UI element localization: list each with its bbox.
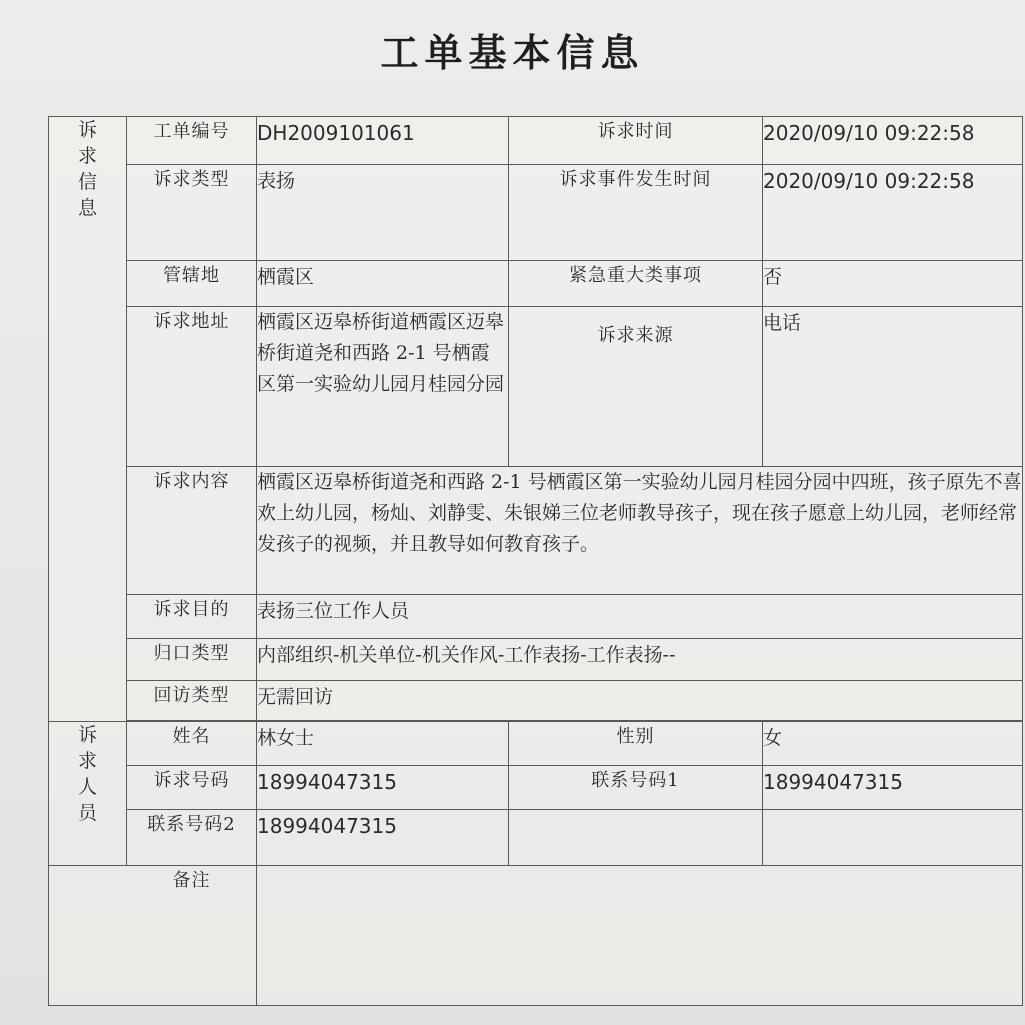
phone-value: 18994047315 — [257, 766, 509, 810]
section-person-info: 诉求人员 — [49, 722, 127, 866]
contact2-value: 18994047315 — [257, 810, 509, 866]
contact2-label: 联系号码2 — [127, 810, 257, 866]
section-complaint-info: 诉求信息 — [49, 117, 127, 722]
purpose-value: 表扬三位工作人员 — [257, 595, 1023, 639]
gender-value: 女 — [763, 722, 1023, 766]
event-time-label: 诉求事件发生时间 — [509, 165, 763, 261]
order-no-value: DH2009101061 — [257, 117, 509, 165]
empty-cell-a — [509, 810, 763, 866]
purpose-label: 诉求目的 — [127, 595, 257, 639]
event-time-value: 2020/09/10 09:22:58 — [763, 165, 1023, 261]
request-time-value: 2020/09/10 09:22:58 — [763, 117, 1023, 165]
category-label: 归口类型 — [127, 639, 257, 681]
phone-label: 诉求号码 — [127, 766, 257, 810]
order-no-label: 工单编号 — [127, 117, 257, 165]
remarks-label: 备注 — [49, 866, 257, 1006]
content-label: 诉求内容 — [127, 467, 257, 595]
empty-cell-b — [763, 810, 1023, 866]
category-value: 内部组织-机关单位-机关作风-工作表扬-工作表扬-- — [257, 639, 1023, 681]
request-time-label: 诉求时间 — [509, 117, 763, 165]
request-type-value: 表扬 — [257, 165, 509, 261]
jurisdiction-value: 栖霞区 — [257, 261, 509, 307]
urgent-label: 紧急重大类事项 — [509, 261, 763, 307]
address-value: 栖霞区迈皋桥街道栖霞区迈皋桥街道尧和西路 2-1 号栖霞区第一实验幼儿园月桂园分园 — [257, 307, 509, 467]
page-title: 工单基本信息 — [380, 30, 645, 75]
source-value: 电话 — [763, 307, 1023, 467]
request-type-label: 诉求类型 — [127, 165, 257, 261]
contact1-label: 联系号码1 — [509, 766, 763, 810]
contact1-value: 18994047315 — [763, 766, 1023, 810]
urgent-value: 否 — [763, 261, 1023, 307]
content-value: 栖霞区迈皋桥街道尧和西路 2-1 号栖霞区第一实验幼儿园月桂园分园中四班，孩子原先不喜欢上幼儿园，杨灿、刘静雯、朱银娣三位老师教导孩子，现在孩子愿意上幼儿园，老师经常发孩子的视频，并且教导如何教育孩子。 — [257, 467, 1023, 595]
jurisdiction-label: 管辖地 — [127, 261, 257, 307]
work-order-table — [48, 116, 1023, 1006]
address-label: 诉求地址 — [127, 307, 257, 467]
gender-label: 性别 — [509, 722, 763, 766]
remarks-value — [257, 866, 1023, 1006]
source-label: 诉求来源 — [509, 307, 763, 467]
name-value: 林女士 — [257, 722, 509, 766]
revisit-label: 回访类型 — [127, 681, 257, 721]
revisit-value: 无需回访 — [257, 681, 1023, 721]
name-label: 姓名 — [127, 722, 257, 766]
